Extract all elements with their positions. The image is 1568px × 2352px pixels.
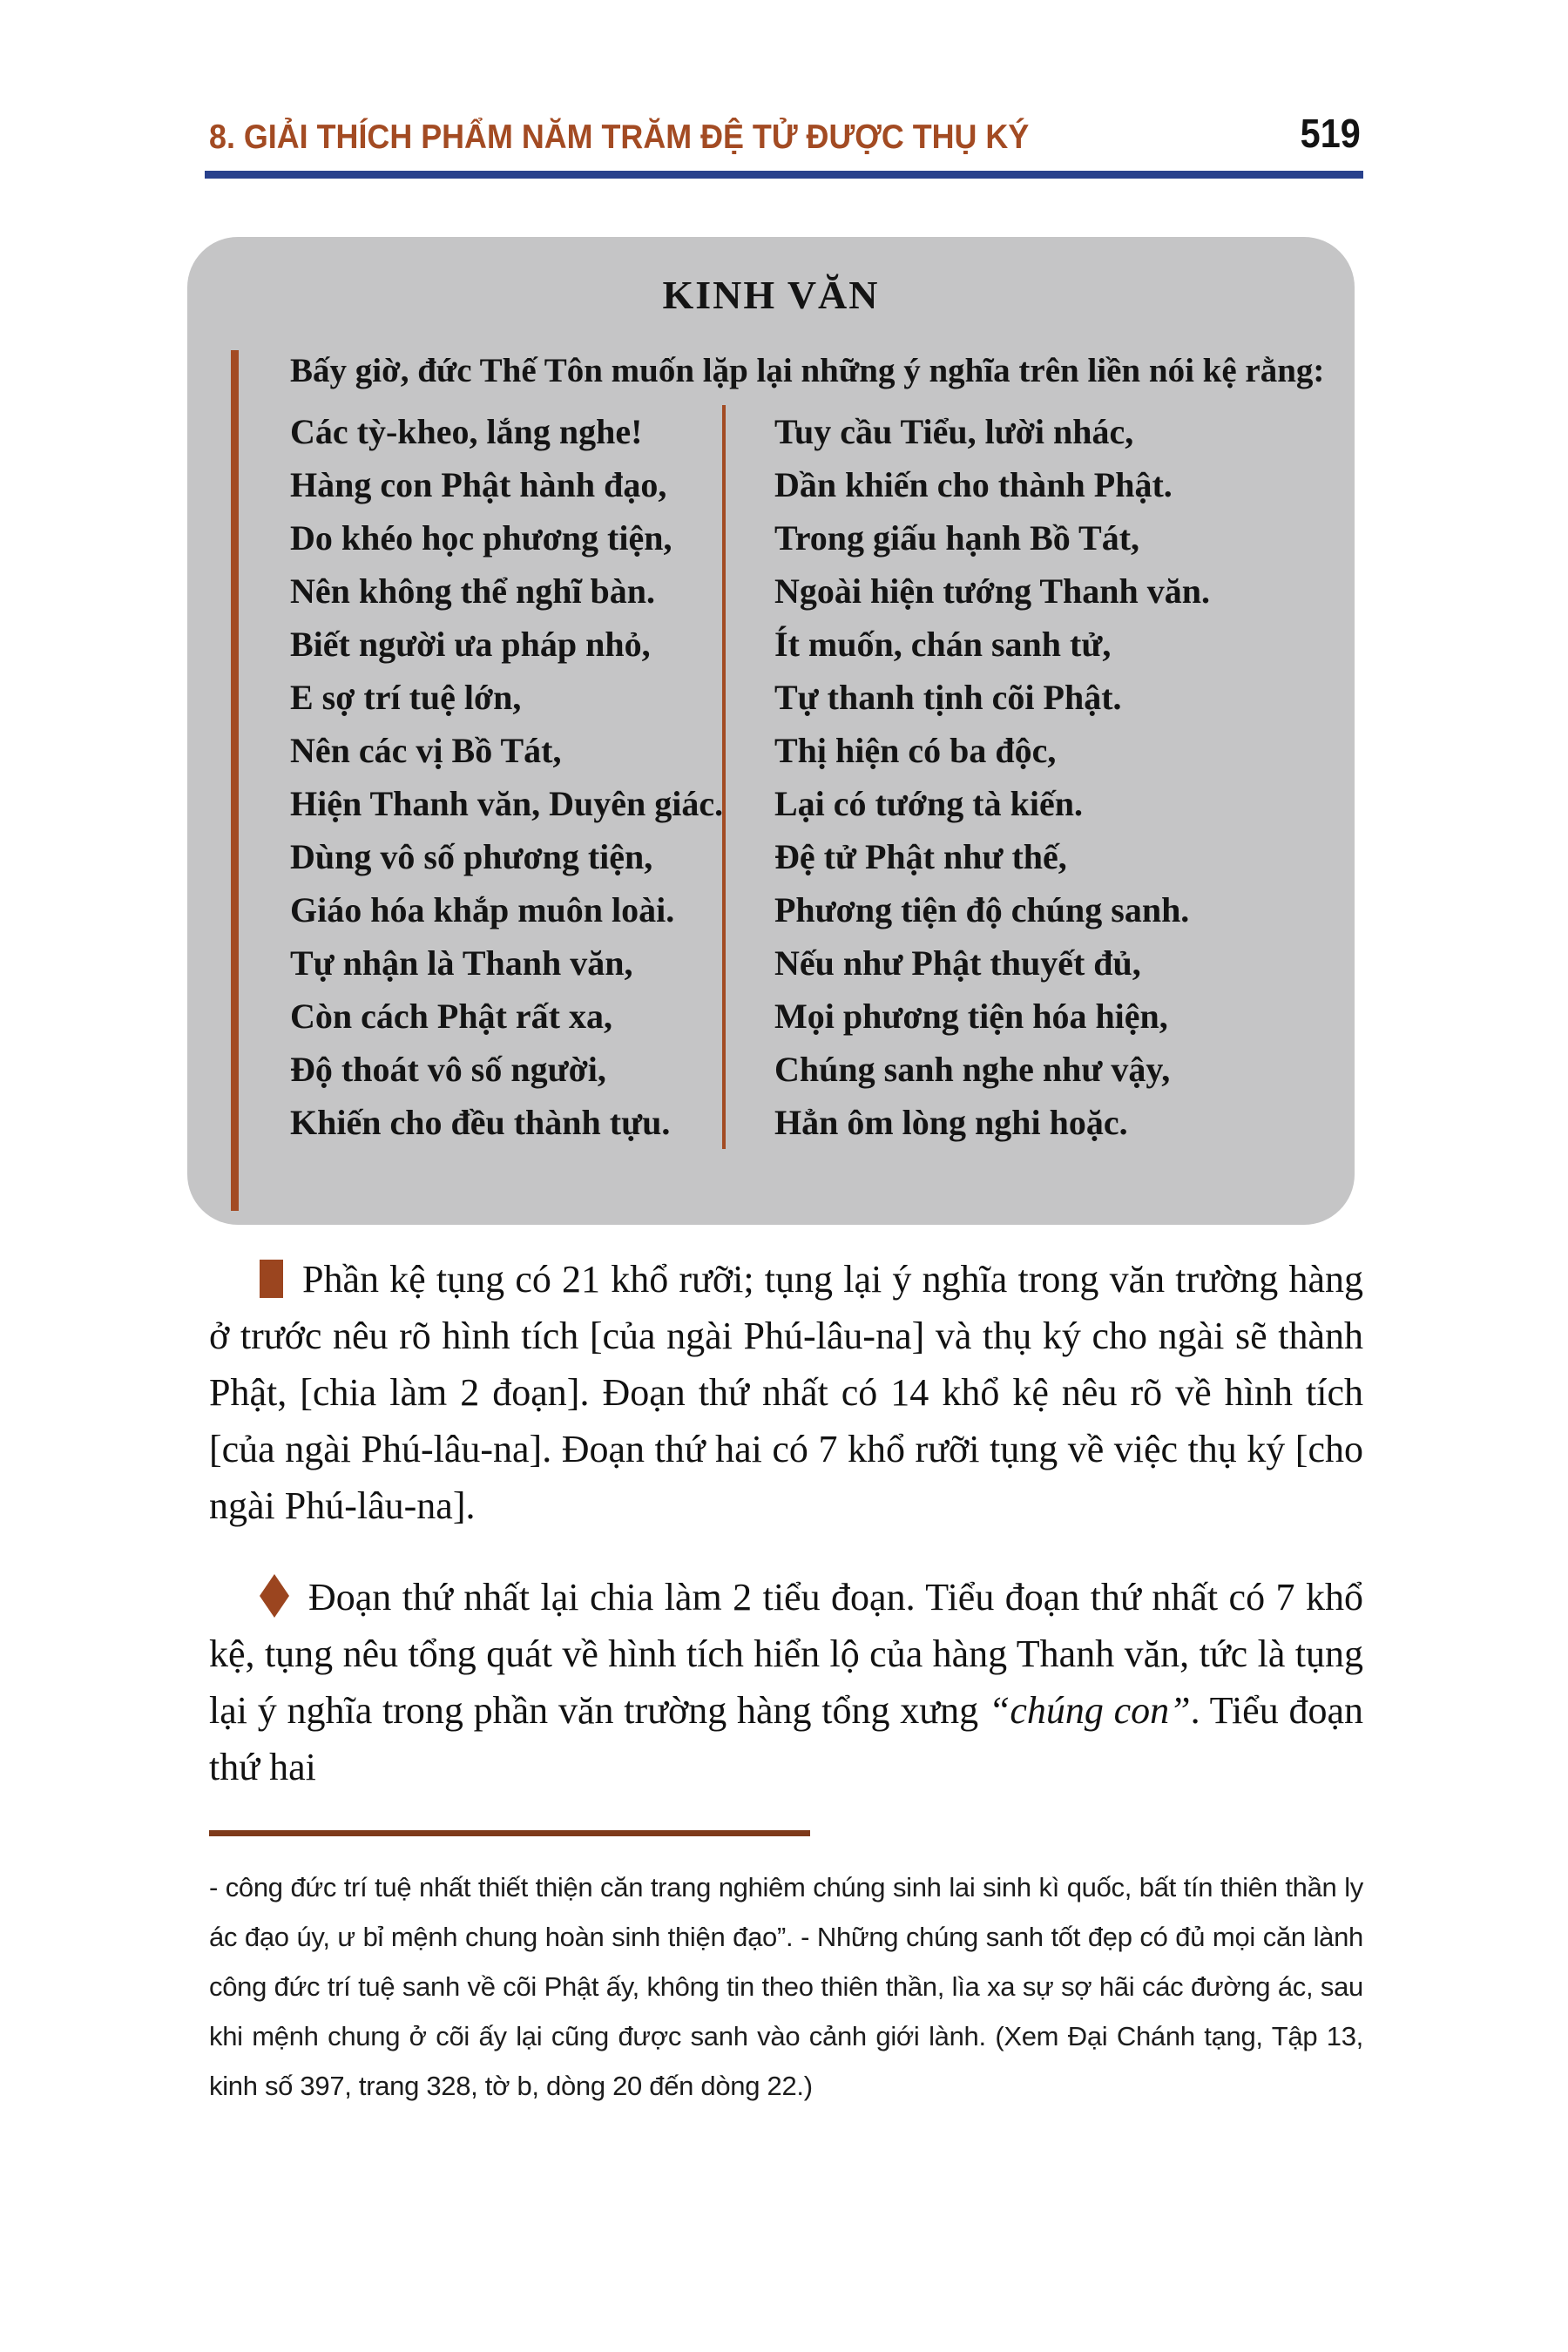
verse-column-right	[722, 405, 1355, 1149]
paragraph-text: Đoạn thứ nhất lại chia làm 2 tiểu đoạn. Tiểu đoạn thứ nhất có 7 khổ kệ, tụng nêu tổng quát về hình tích hiển lộ của hàng Thanh văn, tức là tụng lại ý nghĩa trong phần văn trường hàng tổng xưng	[209, 1576, 1363, 1732]
verse-line: Giáo hóa khắp muôn loài.	[290, 890, 675, 929]
verse-line: Khiến cho đều thành tựu.	[290, 1103, 671, 1142]
verse-line: Thị hiện có ba độc,	[774, 731, 1057, 770]
verse-line: Hiện Thanh văn, Duyên giác.	[290, 784, 724, 823]
quoted-term: “chúng con”	[988, 1689, 1191, 1732]
commentary-paragraph-2	[209, 1569, 1363, 1795]
verse-line: Ngoài hiện tướng Thanh văn.	[774, 571, 1211, 611]
verse-line: Tuy cầu Tiểu, lười nhác,	[774, 412, 1134, 451]
verse-line: Hàng con Phật hành đạo,	[290, 465, 667, 504]
verse-column-left	[187, 405, 722, 1149]
verse-line: Đệ tử Phật như thế,	[774, 837, 1067, 876]
verse-line: Dần khiến cho thành Phật.	[774, 465, 1173, 504]
verse-line: Biết người ưa pháp nhỏ,	[290, 625, 651, 664]
verse-intro: Bấy giờ, đức Thế Tôn muốn lặp lại những ý nghĩa trên liền nói kệ rằng:	[290, 352, 1325, 389]
verse-line: Phương tiện độ chúng sanh.	[774, 890, 1190, 929]
verse-line: Nên không thể nghĩ bàn.	[290, 571, 656, 611]
commentary-paragraph-1	[209, 1251, 1363, 1534]
verse-line: Độ thoát vô số người,	[290, 1050, 606, 1089]
verse-line: Tự thanh tịnh cõi Phật.	[774, 678, 1122, 717]
verse-line: Trong giấu hạnh Bồ Tát,	[774, 518, 1140, 558]
footnote-text: - công đức trí tuệ nhất thiết thiện căn trang nghiêm chúng sinh lai sinh kì quốc, bất tín thiên thần ly ác đạo úy, ư bỉ mệnh chung hoàn sinh thiện đạo”. - Những chúng sanh tốt đẹp có đủ mọi căn lành công đức trí tuệ sanh về cõi Phật ấy, không tin theo thiên thần, lìa xa sự sợ hãi các đường ác, sau khi mệnh chung ở cõi ấy lại cũng được sanh vào cảnh giới lành. (Xem Đại Chánh tạng, Tập 13, kinh số 397, trang 328, tờ b, dòng 20 đến dòng 22.)	[209, 1872, 1363, 2101]
page-number: 519	[1300, 111, 1361, 156]
kinh-van-box	[187, 237, 1355, 1225]
verse-line: E sợ trí tuệ lớn,	[290, 678, 522, 717]
paragraph-text: . Tiểu đoạn thứ hai	[209, 1689, 1363, 1788]
verse-line: Dùng vô số phương tiện,	[290, 837, 653, 876]
quote-left-bar	[231, 350, 239, 1211]
verse-line: Chúng sanh nghe như vậy,	[774, 1050, 1171, 1089]
verse-columns	[187, 405, 1355, 1149]
paragraph-text: Phần kệ tụng có 21 khổ rưỡi; tụng lại ý nghĩa trong văn trường hàng ở trước nêu rõ hình tích [của ngài Phú-lâu-na] và thụ ký cho ngài sẽ thành Phật, [chia làm 2 đoạn]. Đoạn thứ nhất có 14 khổ kệ nêu rõ về hình tích [của ngài Phú-lâu-na]. Đoạn thứ hai có 7 khổ rưỡi tụng về việc thụ ký [cho ngài Phú-lâu-na].	[209, 1258, 1363, 1527]
verse-line: Còn cách Phật rất xa,	[290, 997, 612, 1036]
verse-line: Ít muốn, chán sanh tử,	[774, 625, 1112, 664]
kinh-van-title: KINH VĂN	[662, 273, 880, 317]
footnote-separator	[209, 1830, 810, 1836]
verse-line: Lại có tướng tà kiến.	[774, 784, 1083, 823]
verse-line: Các tỳ-kheo, lắng nghe!	[290, 412, 643, 451]
verse-line: Nên các vị Bồ Tát,	[290, 731, 562, 770]
verse-line: Do khéo học phương tiện,	[290, 518, 672, 558]
verse-line: Hẳn ôm lòng nghi hoặc.	[774, 1103, 1128, 1142]
square-bullet-icon	[260, 1260, 283, 1298]
verse-line: Nếu như Phật thuyết đủ,	[774, 943, 1141, 983]
header-rule	[205, 171, 1363, 179]
commentary-section	[209, 1251, 1363, 2111]
diamond-bullet-icon	[260, 1574, 289, 1618]
chapter-title: 8. GIẢI THÍCH PHẨM NĂM TRĂM ĐỆ TỬ ĐƯỢC THỤ KÝ	[209, 118, 1030, 156]
verse-line: Tự nhận là Thanh văn,	[290, 943, 633, 983]
verse-line: Mọi phương tiện hóa hiện,	[774, 997, 1168, 1036]
